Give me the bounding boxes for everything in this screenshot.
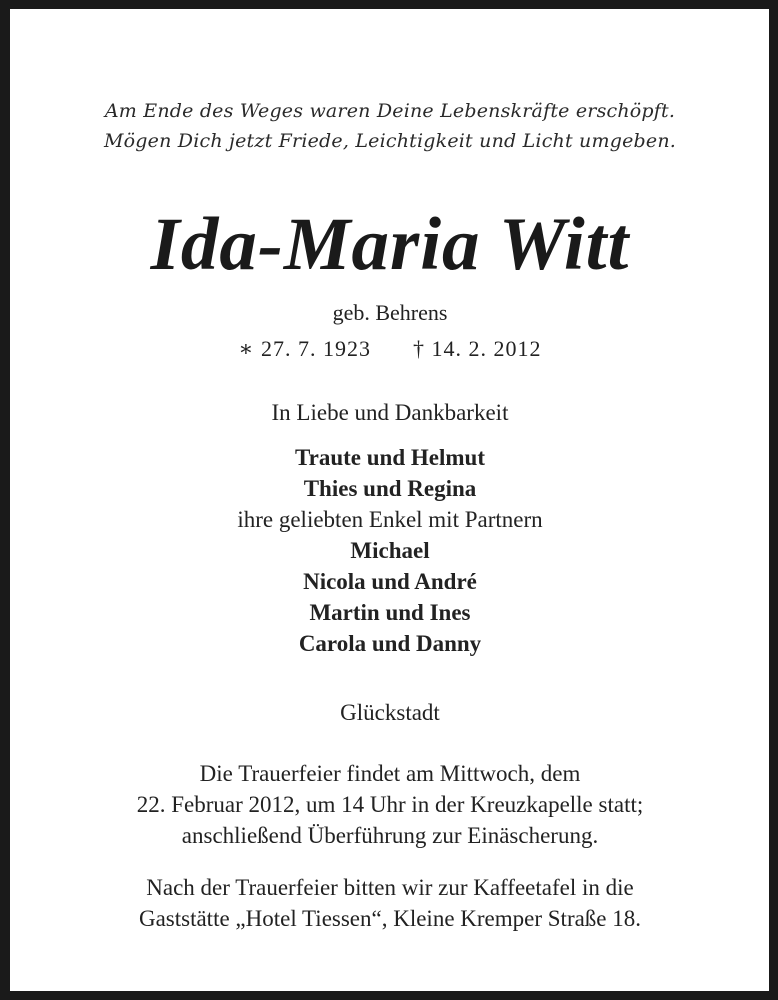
death-date: † 14. 2. 2012 (412, 336, 542, 361)
motto-line-2: Mögen Dich jetzt Friede, Leichtigkeit und Licht umgeben. (104, 130, 676, 152)
grandchildren-label: ihre geliebten Enkel mit Partnern (237, 507, 543, 532)
obituary-content (20, 18, 760, 982)
birth-name: geb. Behrens (332, 300, 448, 325)
grandchild-3: Martin und Ines (309, 600, 471, 625)
coffee-info (20, 872, 760, 934)
motto (20, 96, 760, 156)
service-line-1: Die Trauerfeier findet am Mittwoch, dem (199, 761, 581, 786)
service-info (20, 758, 760, 851)
grandchild-4: Carola und Danny (298, 631, 482, 656)
mourner-2: Thies und Regina (303, 476, 477, 501)
deceased-name: Ida-Maria Witt (150, 203, 630, 286)
service-line-2: 22. Februar 2012, um 14 Uhr in der Kreuzkapelle statt; (136, 792, 644, 817)
place: Glückstadt (340, 700, 440, 725)
intro-text: In Liebe und Dankbarkeit (271, 400, 509, 425)
grandchild-2: Nicola und André (303, 569, 477, 594)
mourner-1: Traute und Helmut (295, 445, 485, 470)
birth-date: ∗ 27. 7. 1923 (238, 336, 371, 361)
motto-line-1: Am Ende des Weges waren Deine Lebenskräfte erschöpft. (104, 100, 676, 122)
mourners-list (20, 442, 760, 659)
grandchild-1: Michael (350, 538, 430, 563)
service-line-3: anschließend Überführung zur Einäscherung. (181, 823, 599, 848)
coffee-line-1: Nach der Trauerfeier bitten wir zur Kaffeetafel in die (146, 875, 634, 900)
coffee-line-2: Gaststätte „Hotel Tiessen“, Kleine Kremper Straße 18. (138, 906, 642, 931)
life-dates (20, 334, 760, 364)
